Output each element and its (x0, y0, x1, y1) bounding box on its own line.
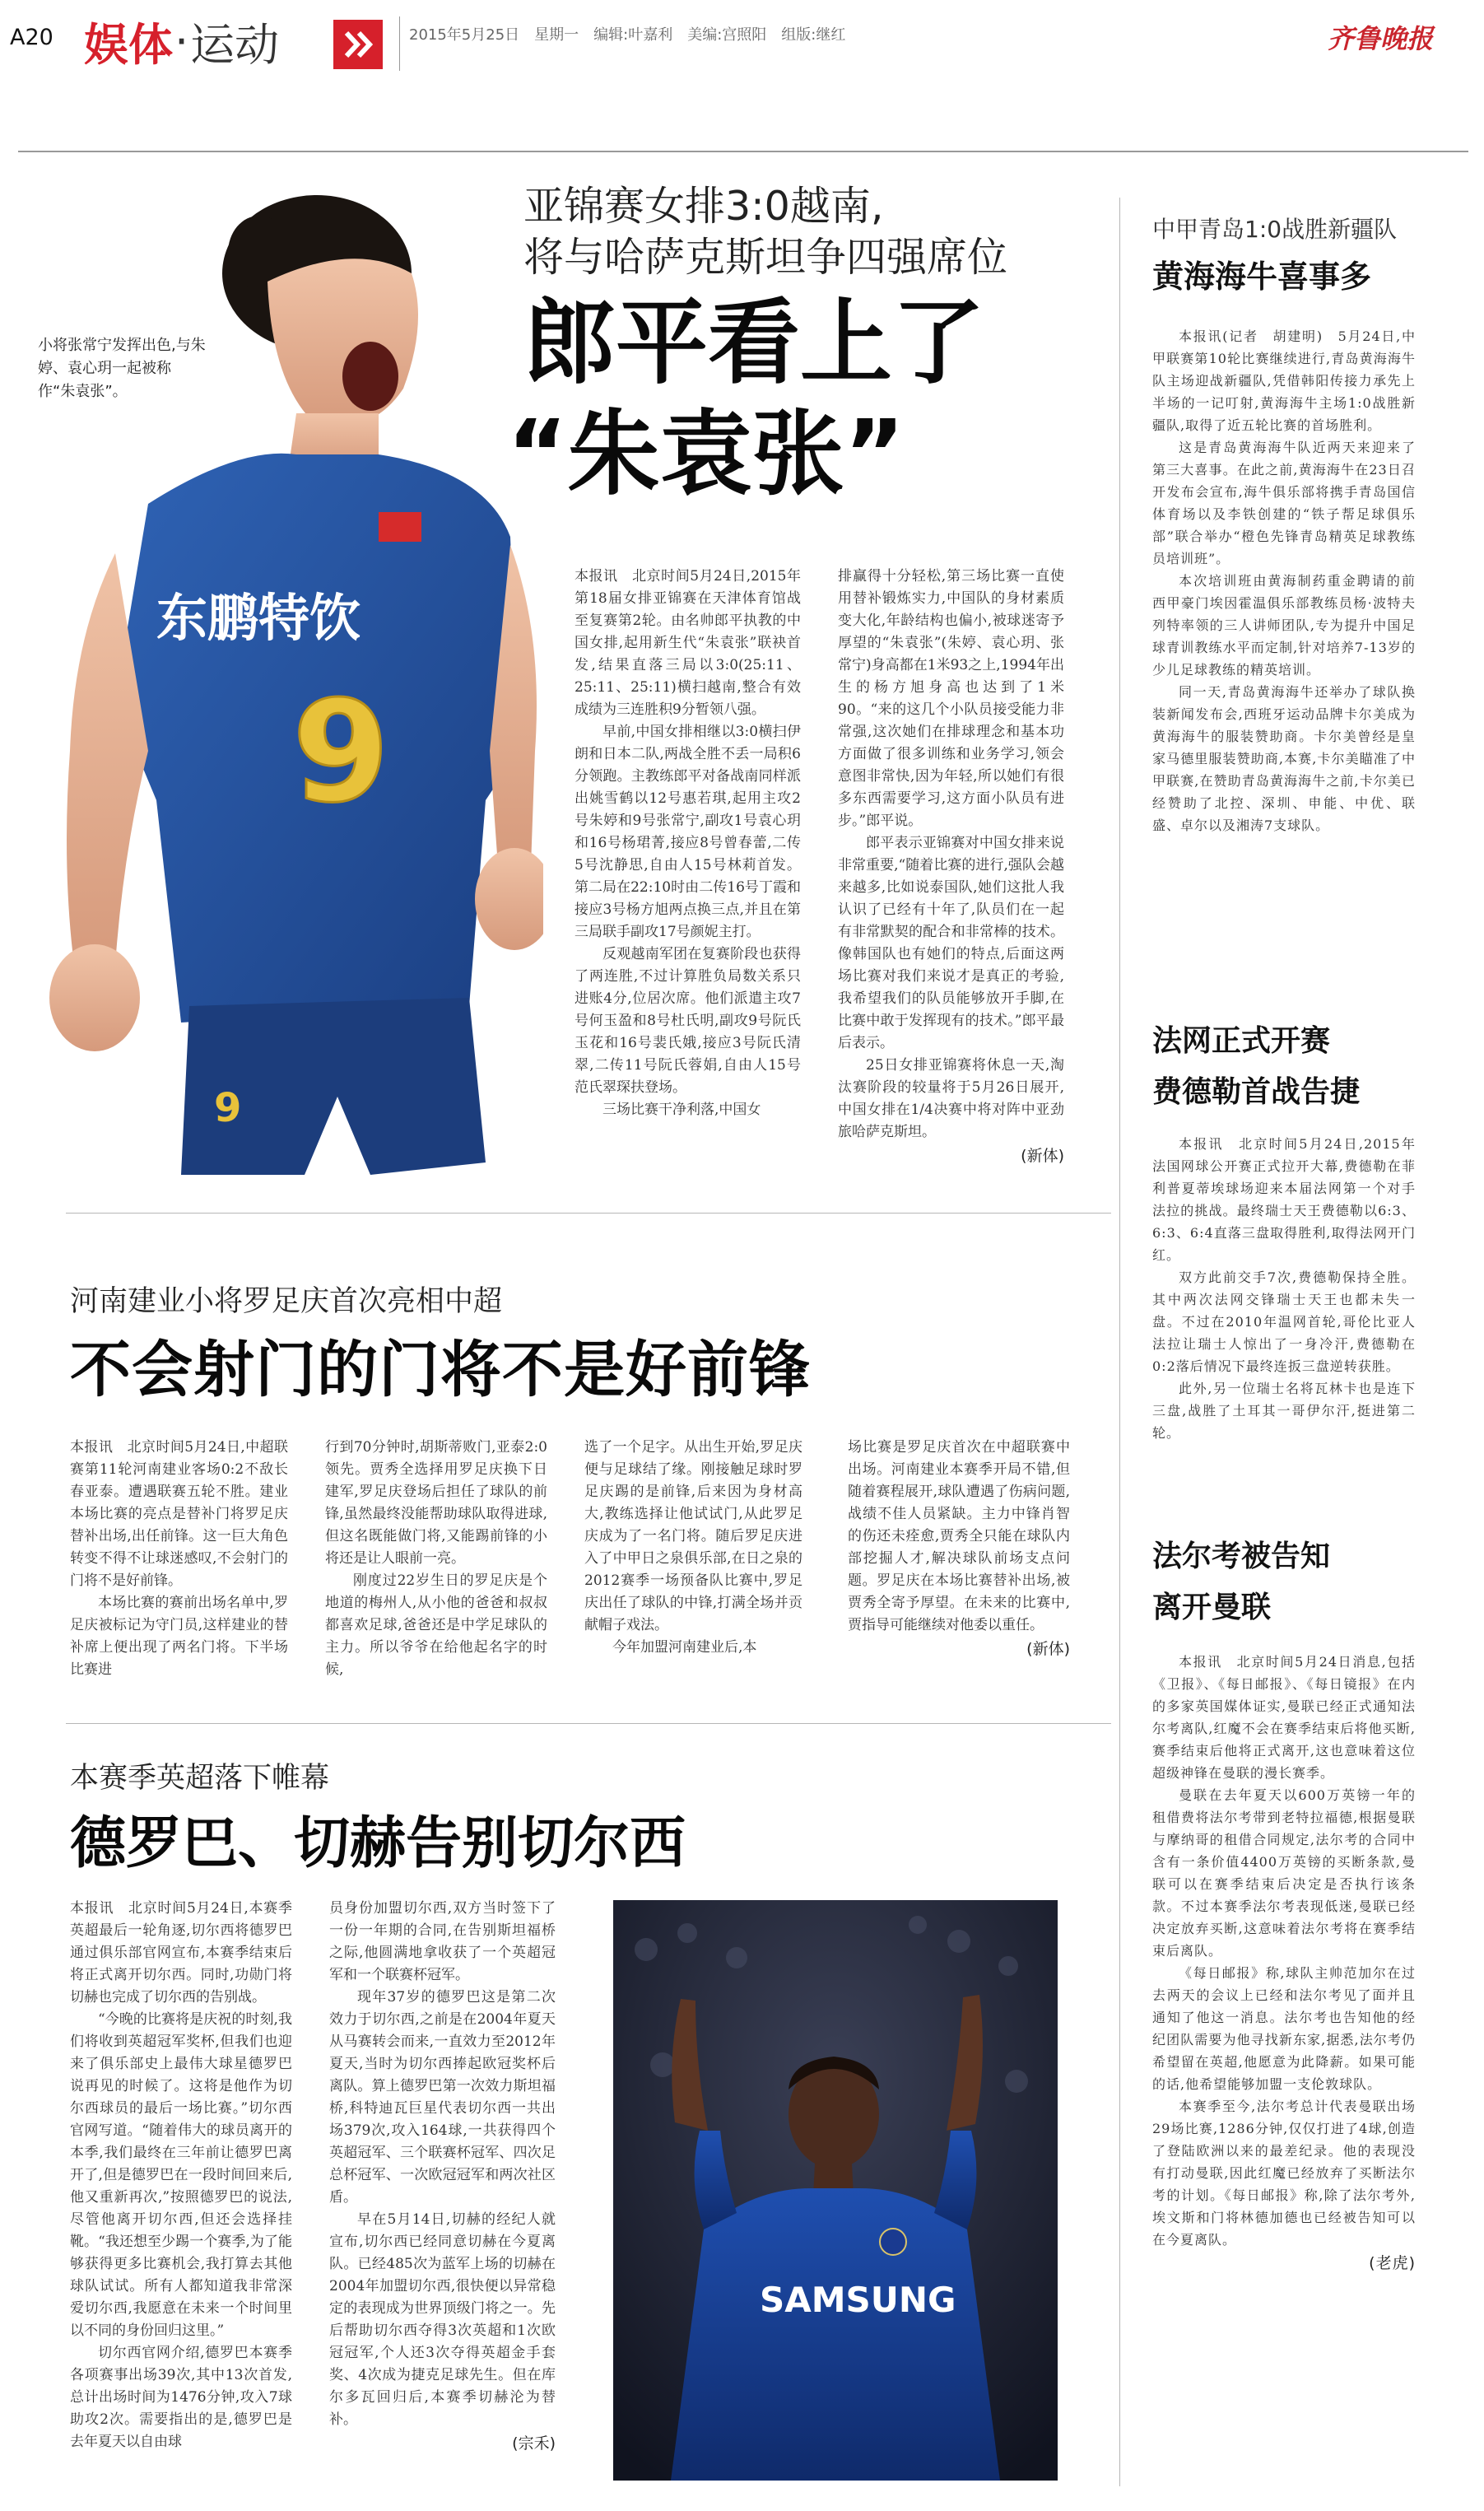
henan-col3-p1: 选了一个足字。从出生开始,罗足庆便与足球结了缘。刚接触足球时罗足庆踢的是前锋,后来因为身材高大,教练选择让他试试门,从此罗足庆成为了一名门将。随后罗足庆进入了中甲日之泉俱乐部,在日之泉的2012赛季一场预备队比赛中,罗足庆出任了球队的中锋,打满全场并贡献帽子戏法。 (584, 1439, 802, 1633)
chelsea-col2-p3: 早在5月14日,切赫的经纪人就宣布,切尔西已经同意切赫在今夏离队。已经485次为蓝军上场的切赫在2004年加盟切尔西,很快便以异常稳定的表现成为世界顶级门将之一。先后帮助切尔西夺得3次英超和1次欧冠冠军,个人还3次夺得英超金手套奖、4次成为捷克足球先生。但在库尔多瓦回归后,本赛季切赫沦为替补。 (329, 2211, 556, 2428)
volleyball-kicker-line1: 亚锦赛女排3:0越南, (523, 183, 884, 230)
volleyball-headline-line2: “朱袁张” (507, 401, 905, 508)
section-title (84, 12, 279, 71)
volleyball-signature: (新体) (1021, 1147, 1064, 1165)
henan-chelsea-divider (66, 1723, 1111, 1724)
henan-col4 (848, 1437, 1070, 1661)
chelsea-col2-p1: 员身份加盟切尔西,双方当时签下了一份一年期的合同,在告别斯坦福桥之际,他圆满地拿收获了一个英超冠军和一个联赛杯冠军。 (329, 1900, 556, 1983)
chelsea-col1-p1: 本报讯 北京时间5月24日,本赛季英超最后一轮角逐,切尔西将德罗巴通过俱乐部官网宣布,本赛季结束后将正式离开切尔西。同时,功勋门将切赫也完成了切尔西的告别战。 (70, 1900, 292, 2006)
chelsea-col1-p3: 切尔西官网介绍,德罗巴本赛季各项赛事出场39次,其中13次首发,总计出场时间为1476分钟,攻入7球助攻2次。需要指出的是,德罗巴是去年夏天以自由球 (70, 2345, 292, 2450)
right-top-p2: 这是青岛黄海海牛队近两天来迎来了第三大喜事。在此之前,黄海海牛在23日召开发布会宣布,海牛俱乐部将携手青岛国信体育场以及李铁创建的“铁子帮足球俱乐部”联合举办“橙色先锋青岛精英足球教练员培训班”。 (1152, 440, 1416, 566)
henan-signature: (新体) (1026, 1640, 1070, 1658)
right-bottom-headline-line1: 法尔考被告知 (1152, 1540, 1331, 1573)
right-top-kicker: 中甲青岛1:0战胜新疆队 (1152, 216, 1398, 243)
volleyball-headline-line1: 郎平看上了 (523, 290, 984, 397)
henan-col2-p1: 行到70分钟时,胡斯蒂败门,亚泰2:0领先。贾秀全选择用罗足庆换下日建军,罗足庆登场后担任了球队的前锋,虽然最终没能帮助球队取得进球,但这名既能做门将,又能踢前锋的小将还是让人眼前一亮。 (325, 1439, 547, 1567)
jersey-sponsor-text: 东鹏特饮 (156, 588, 361, 648)
volleyball-photo-caption: 小将张常宁发挥出色,与朱婷、袁心玥一起被称作“朱袁张”。 (38, 337, 206, 400)
chelsea-col2-p2: 现年37岁的德罗巴这是第二次效力于切尔西,之前是在2004年夏天从马赛转会而来,一直效力至2012年夏天,当时为切尔西捧起欧冠奖杯后离队。算上德罗巴第一次效力斯坦福桥,科特迪瓦巨星代表切尔西一共出场379次,攻入164球,一共获得四个英超冠军、三个联赛杯冠军、四次足总杯冠军、一次欧冠冠军和两次社区盾。 (329, 1989, 556, 2206)
right-top-headline: 黄海海牛喜事多 (1152, 259, 1372, 295)
chelsea-signature: (宗禾) (512, 2434, 556, 2453)
right-bottom-headline-line2: 离开曼联 (1152, 1591, 1272, 1624)
date-info: 2015年5月25日 星期一 编辑:叶嘉利 美编:宫照阳 组版:继红 (409, 26, 846, 44)
main-right-divider (1119, 198, 1120, 2486)
right-bottom-p1: 本报讯 北京时间5月24日消息,包括《卫报》、《每日邮报》、《每日镜报》在内的多家英国媒体证实,曼联已经正式通知法尔考离队,红魔不会在赛季结束后将他买断,赛季结束后他将正式离开,这也意味着这位超级神锋在曼联的漫长赛季。 (1152, 1654, 1416, 1781)
right-bottom-headline (1152, 1531, 1330, 1633)
volleyball-col1-p3: 反观越南军团在复赛阶段也获得了两连胜,不过计算胜负局数关系只进账4分,位居次席。他们派遣主攻7号何玉盈和8号杜氏明,副攻9号阮氏玉花和16号裴氏娥,接应3号阮氏清翠,二传11号阮氏蓉娟,自由人15号范氏翠琛扶登场。 (575, 946, 801, 1096)
right-bottom-signature: (老虎) (1369, 2254, 1416, 2272)
right-mid-headline (1152, 1016, 1360, 1118)
right-bottom-p2: 曼联在去年夏天以600万英镑一年的租借费将法尔考带到老特拉福德,根据曼联与摩纳哥的租借合同规定,法尔考的合同中含有一条价值4400万英镑的买断条款,曼联可以在赛季结束后决定是否执行该条款。不过本赛季法尔考表现低迷,曼联已经决定放弃买断,这意味着法尔考将在赛季结束后离队。 (1152, 1787, 1416, 1959)
volleyball-henan-divider (66, 1213, 1111, 1214)
right-bottom-p3: 《每日邮报》称,球队主帅范加尔在过去两天的会议上已经和法尔考见了面并且通知了他这一消息。法尔考也告知他的经纪团队需要为他寻找新东家,据悉,法尔考仍希望留在英超,他愿意为此降薪。如果可能的话,他希望能够加盟一支伦敦球队。 (1152, 1965, 1416, 2092)
header-divider (399, 16, 400, 71)
right-mid-headline-line2: 费德勒首战告捷 (1152, 1075, 1361, 1109)
volleyball-col2-p2: 郎平表示亚锦赛对中国女排来说非常重要,“随着比赛的进行,强队会越来越多,比如说泰国队,她们这批人我认识了已经有十年了,队员们在一起有非常默契的配合和非常棒的技术。像韩国队也有她们的特点,后面这两场比赛对我们来说才是真正的考验,我希望我们的队员能够放开手脚,在比赛中敢于发挥现有的技术。”郎平最后表示。 (838, 835, 1064, 1051)
chelsea-headline: 德罗巴、切赫告别切尔西 (70, 1811, 686, 1876)
volleyball-col1 (575, 566, 801, 1121)
right-mid-p2: 双方此前交手7次,费德勒保持全胜。其中两次法网交锋瑞士天王也都未失一盘。不过在2010年温网首轮,哥伦比亚人法拉让瑞士人惊出了一身冷汗,费德勒在0:2落后情况下最终连扳三盘逆转获胜。 (1152, 1269, 1416, 1374)
right-mid-p3: 此外,另一位瑞士名将瓦林卡也是连下三盘,战胜了土耳其一哥伊尔汗,挺进第二轮。 (1152, 1381, 1416, 1441)
henan-col1-p2: 本场比赛的赛前出场名单中,罗足庆被标记为守门员,这样建业的替补席上便出现了两名门将。下半场比赛进 (70, 1595, 288, 1678)
subsection-name: 运动 (190, 18, 280, 71)
volleyball-col1-p1: 本报讯 北京时间5月24日,2015年第18届女排亚锦赛在天津体育馆战至复赛第2轮。由名帅郎平执教的中国女排,起用新生代“朱袁张”联袂首发,结果直落三局以3:0(25:11、25:11、25:11)横扫越南,整合有效成绩为三连胜积9分暂领八强。 (575, 568, 801, 718)
henan-col2 (325, 1437, 547, 1681)
section-name: 娱体 (84, 18, 173, 71)
chelsea-col1-p2: “今晚的比赛将是庆祝的时刻,我们将收到英超冠军奖杯,但我们也迎来了俱乐部史上最伟大球星德罗巴说再见的时候了。这将是他作为切尔西球员的最后一场比赛。”切尔西官网写道。“随着伟大的球员离开的本季,我们最终在三年前让德罗巴离开了,但是德罗巴在一段时间回来后,他又重新再次,”按照德罗巴的说法,尽管他离开切尔西,但还会选择挂靴。“我还想至少踢一个赛季,为了能够获得更多比赛机会,我打算去其他球队试试。所有人都知道我非常深爱切尔西,我愿意在未来一个时间里以不同的身份回归这里。” (70, 2011, 292, 2339)
volleyball-col2 (838, 566, 1064, 1167)
henan-col3-p2: 今年加盟河南建业后,本 (612, 1639, 757, 1656)
right-mid-headline-line1: 法网正式开赛 (1152, 1024, 1331, 1058)
right-mid-body (1152, 1133, 1416, 1444)
volleyball-col2-p1: 排赢得十分轻松,第三场比赛一直使用替补锻炼实力,中国队的身材素质变大化,年龄结构也偏小,被球迷寄予厚望的“朱袁张”(朱婷、袁心玥、张常宁)身高都在1米93之上,1994年出生的杨方旭身高也达到了1米90。“来的这几个小队员接受能力非常强,这次她们在排球理念和基本功方面做了很多训练和业务学习,领会意图非常快,因为年轻,所以她们有很多东西需要学习,这方面小队员有进步。”郎平说。 (838, 568, 1064, 829)
drogba-photo (613, 1900, 1058, 2481)
shorts-number: 9 (214, 1085, 242, 1131)
chelsea-kicker: 本赛季英超落下帷幕 (70, 1762, 330, 1795)
right-top-body (1152, 325, 1416, 836)
drogba-shirt-sponsor: SAMSUNG (760, 2280, 956, 2320)
volleyball-col2-p3: 25日女排亚锦赛将休息一天,淘汰赛阶段的较量将于5月26日展开,中国女排在1/4决赛中将对阵中亚劲旅哈萨克斯坦。 (838, 1057, 1064, 1140)
volleyball-headline (507, 288, 984, 510)
paper-logo: 齐鲁晚报 (1328, 23, 1434, 54)
right-top-p3: 本次培训班由黄海制药重金聘请的前西甲豪门埃因霍温俱乐部教练员杨·波特夫列特率领的三人讲师团队,专为提升中国足球青训教练水平而定制,针对培养7-13岁的少儿足球教练的精英培训。 (1152, 573, 1416, 678)
section-arrow-icon (333, 20, 383, 69)
right-mid-p1: 本报讯 北京时间5月24日,2015年法国网球公开赛正式拉开大幕,费德勒在菲利普夏蒂埃球场迎来本届法网第一个对手法拉的挑战。最终瑞士天王费德勒以6:3、6:3、6:4直落三盘取得胜利,取得法网开门红。 (1152, 1136, 1416, 1263)
section-dot: · (174, 15, 189, 68)
chelsea-col1 (70, 1898, 292, 2453)
henan-col1 (70, 1437, 288, 1681)
volleyball-kicker (523, 181, 1007, 283)
volleyball-player-photo (25, 175, 543, 1191)
henan-kicker: 河南建业小将罗足庆首次亮相中超 (70, 1285, 503, 1318)
volleyball-col1-p2: 早前,中国女排相继以3:0横扫伊朗和日本二队,两战全胜不丢一局积6分领跑。主教练郎平对备战南同样派出姚雪鹤以12号惠若琪,起用主攻2号朱婷和9号张常宁,副攻1号袁心玥和16号杨珺菁,接应8号曾春蕾,二传5号沈静思,自由人15号林莉首发。第二局在22:10时由二传16号丁霞和接应3号杨方旭两点换三点,并且在第三局联手副攻17号颜妮主打。 (575, 724, 801, 940)
volleyball-kicker-line2: 将与哈萨克斯坦争四强席位 (523, 234, 1008, 281)
header-rule (18, 151, 1468, 152)
henan-col4-p1: 场比赛是罗足庆首次在中超联赛中出场。河南建业本赛季开局不错,但随着赛程展开,球队遭遇了伤病问题,战绩不佳人员紧缺。主力中锋肖智的伤还未痊愈,贾秀全只能在球队内部挖掘人才,解决球队前场支点问题。罗足庆在本场比赛替补出场,被贾秀全寄予厚望。在未来的比赛中,贾指导可能继续对他委以重任。 (848, 1439, 1070, 1633)
henan-col3 (584, 1437, 802, 1659)
henan-col1-p1: 本报讯 北京时间5月24日,中超联赛第11轮河南建业客场0:2不敌长春亚泰。遭遇联赛五轮不胜。建业本场比赛的亮点是替补门将罗足庆替补出场,出任前锋。这一巨大角色转变不得不让球迷感叹,不会射门的门将不是好前锋。 (70, 1439, 288, 1589)
page-number: A20 (10, 25, 53, 50)
right-top-p4: 同一天,青岛黄海海牛还举办了球队换装新闻发布会,西班牙运动品牌卡尔美成为黄海海牛的服装赞助商。卡尔美曾经是皇家马德里服装赞助商,本赛,卡尔美瞄准了中甲联赛,在赞助青岛黄海海牛之前,卡尔美已经赞助了北控、深圳、申能、中优、联盛、卓尔以及湘涛7支球队。 (1152, 684, 1416, 833)
right-bottom-p4: 本赛季至今,法尔考总计代表曼联出场29场比赛,1286分钟,仅仅打进了4球,创造了登陆欧洲以来的最差纪录。他的表现没有打动曼联,因此红魔已经放弃了买断法尔考的计划。《每日邮报》称,除了法尔考外,埃文斯和门将林德加德也已经被告知可以在今夏离队。 (1152, 2099, 1416, 2248)
chelsea-col2 (329, 1898, 556, 2455)
volleyball-col1-p4: 三场比赛干净利落,中国女 (602, 1102, 761, 1118)
henan-col2-p2: 刚度过22岁生日的罗足庆是个地道的梅州人,从小他的爸爸和叔叔都喜欢足球,爸爸还是中学足球队的主力。所以爷爷在给他起名字的时候, (325, 1572, 547, 1678)
right-bottom-body (1152, 1651, 1416, 2275)
henan-headline: 不会射门的门将不是好前锋 (70, 1335, 811, 1405)
jersey-number: 9 (292, 671, 390, 834)
right-top-p1: 本报讯(记者 胡建明) 5月24日,中甲联赛第10轮比赛继续进行,青岛黄海海牛队主场迎战新疆队,凭借韩阳传接力承先上半场的一记叮射,黄海海牛主场1:0战胜新疆队,取得了近五轮比赛的首场胜利。 (1152, 328, 1416, 433)
